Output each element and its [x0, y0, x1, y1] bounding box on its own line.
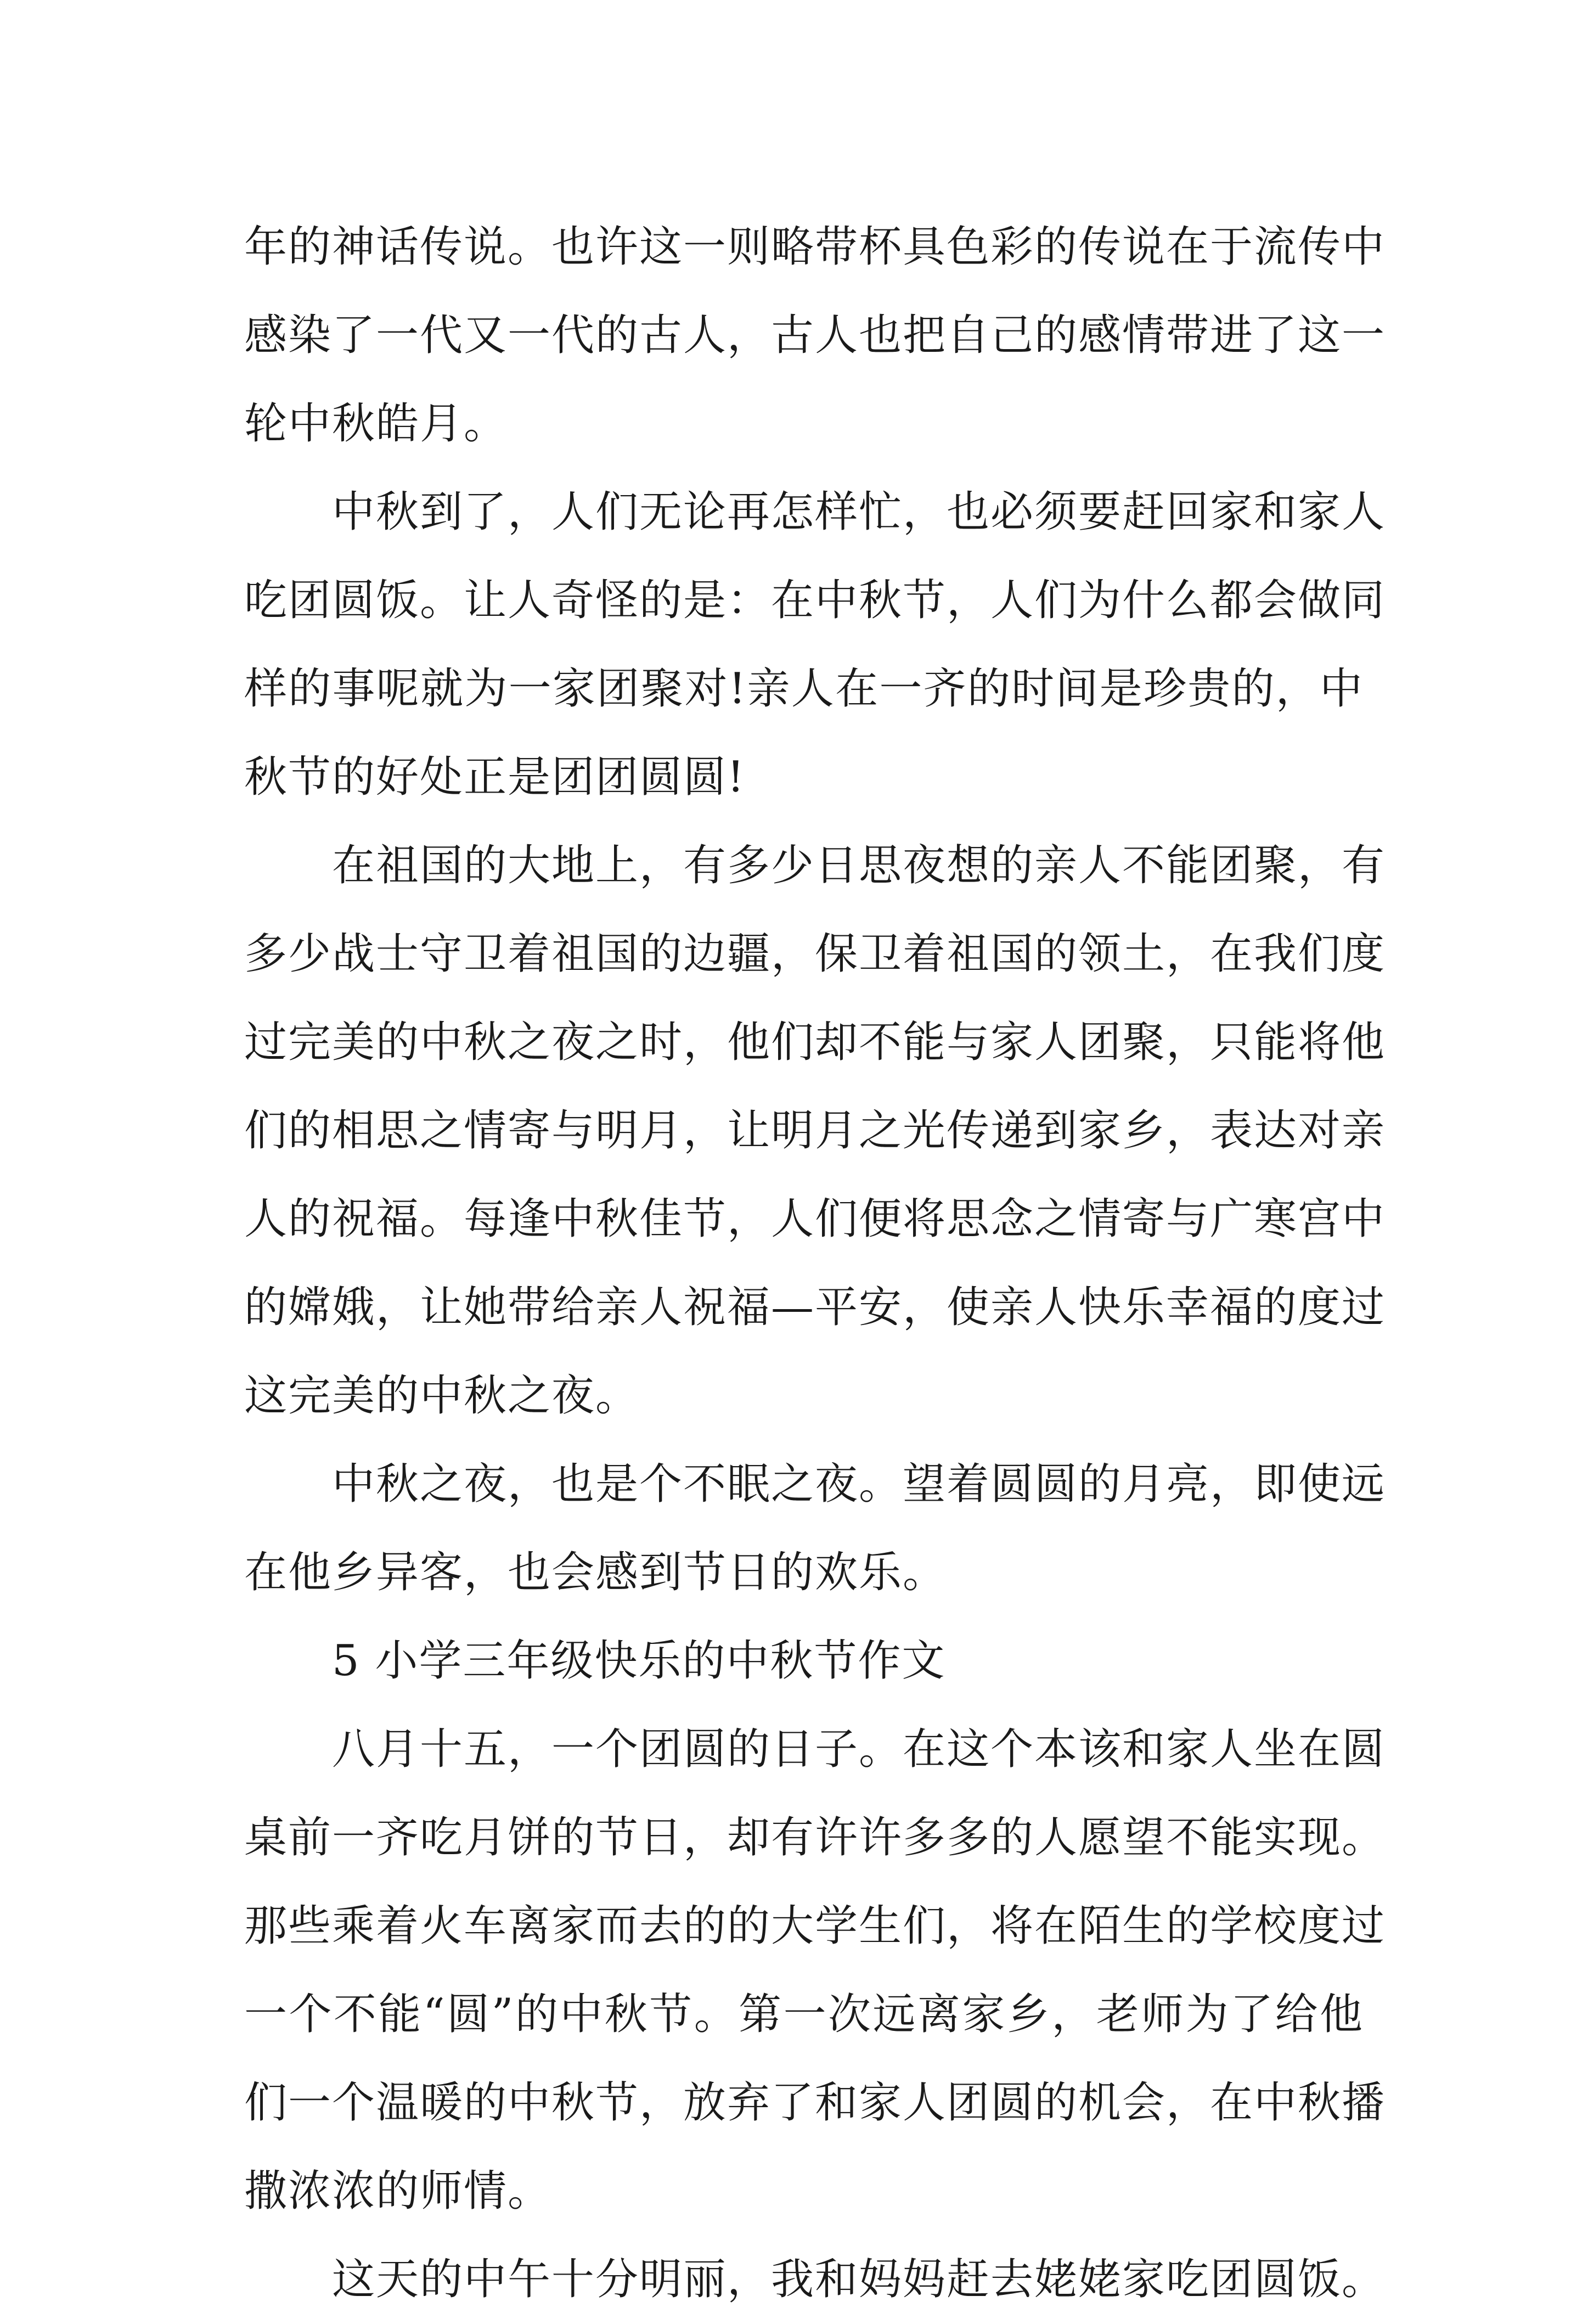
text-line: 感染了一代又一代的古人，古人也把自己的感情带进了这一 — [244, 311, 1386, 360]
text-line: 多少战士守卫着祖国的边疆，保卫着祖国的领土，在我们度 — [244, 929, 1386, 979]
text-line: 轮中秋皓月。 — [244, 399, 508, 448]
text-line: 撒浓浓的师情。 — [244, 2166, 552, 2216]
document-body — [244, 203, 1386, 2324]
text-line: 在祖国的大地上，有多少日思夜想的亲人不能团聚，有 — [332, 841, 1386, 890]
text-line: 一个不能“圆”的中秋节。第一次远离家乡，老师为了给他 — [244, 1990, 1364, 2039]
text-line: 中秋到了，人们无论再怎样忙，也必须要赶回家和家人 — [332, 487, 1386, 537]
text-line: 们一个温暖的中秋节，放弃了和家人团圆的机会，在中秋播 — [244, 2078, 1386, 2127]
text-line: 的嫦娥，让她带给亲人祝福—平安，使亲人快乐幸福的度过 — [244, 1283, 1386, 1332]
paragraph-6 — [244, 2236, 1386, 2324]
paragraph-2 — [244, 468, 1386, 822]
text-line: 这完美的中秋之夜。 — [244, 1371, 640, 1421]
text-line: 秋节的好处正是团团圆圆! — [244, 753, 746, 802]
text-line: 过完美的中秋之夜之时，他们却不能与家人团聚，只能将他 — [244, 1018, 1386, 1067]
text-line: 人的祝福。每逢中秋佳节，人们便将思念之情寄与广寒宫中 — [244, 1194, 1386, 1244]
text-line: 在他乡异客，也会感到节日的欢乐。 — [244, 1548, 947, 1597]
text-line: 桌前一齐吃月饼的节日，却有许许多多的人愿望不能实现。 — [244, 1813, 1386, 1862]
text-line: 吃团圆饭。让人奇怪的是：在中秋节，人们为什么都会做同 — [244, 576, 1386, 625]
section-heading: 5 小学三年级快乐的中秋节作文 — [332, 1636, 946, 1686]
text-line: 们的相思之情寄与明月，让明月之光传递到家乡，表达对亲 — [244, 1106, 1386, 1155]
text-line: 年的神话传说。也许这一则略带杯具色彩的传说在于流传中 — [244, 222, 1386, 272]
text-line: 这天的中午十分明丽，我和妈妈赶去姥姥家吃团圆饭。 — [332, 2255, 1386, 2304]
paragraph-1 — [244, 203, 1386, 468]
paragraph-4 — [244, 1440, 1386, 1617]
text-line: 八月十五，一个团圆的日子。在这个本该和家人坐在圆 — [332, 1725, 1386, 1774]
text-line: 那些乘着火车离家而去的的大学生们，将在陌生的学校度过 — [244, 1901, 1386, 1951]
text-line: 样的事呢就为一家团聚对!亲人在一齐的时间是珍贵的，中 — [244, 664, 1364, 714]
paragraph-5 — [244, 1705, 1386, 2236]
paragraph-3 — [244, 822, 1386, 1440]
text-line: 中秋之夜，也是个不眠之夜。望着圆圆的月亮，即使远 — [332, 1459, 1386, 1509]
